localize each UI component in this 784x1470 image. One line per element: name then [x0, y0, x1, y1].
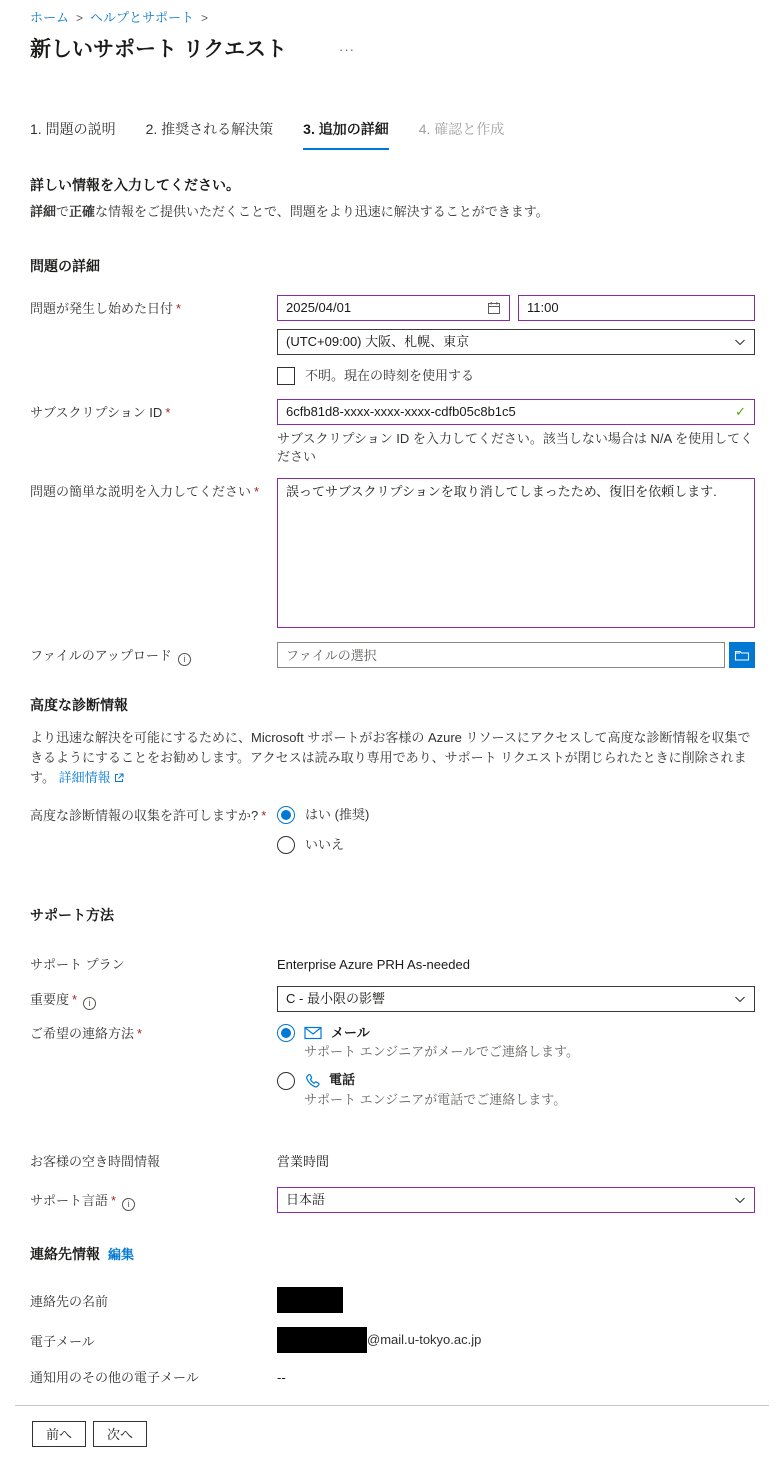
alt-email-value: --	[277, 1369, 286, 1385]
problem-details-heading: 問題の詳細	[30, 258, 100, 275]
problem-description-textarea[interactable]	[277, 478, 755, 628]
chevron-down-icon	[734, 336, 746, 348]
required-asterisk: *	[165, 404, 171, 420]
subscription-id-input[interactable]	[277, 399, 755, 425]
edit-contact-info-link[interactable]: 編集	[108, 1247, 135, 1263]
availability-label: お客様の空き時間情報	[30, 1153, 161, 1169]
info-icon[interactable]: i	[83, 997, 96, 1010]
calendar-icon[interactable]	[487, 301, 501, 315]
required-asterisk: *	[254, 484, 260, 500]
required-asterisk: *	[176, 300, 182, 316]
previous-button[interactable]: 前へ	[32, 1421, 86, 1447]
folder-icon	[734, 649, 750, 662]
use-current-time-label: 不明。現在の時刻を使用する	[305, 367, 475, 383]
timezone-dropdown[interactable]	[277, 329, 755, 355]
issue-start-date-input[interactable]	[277, 295, 510, 321]
breadcrumb-help-support-link[interactable]: ヘルプとサポート	[90, 9, 195, 25]
alt-email-label: 通知用のその他の電子メール	[30, 1369, 199, 1385]
intro-plain-text: な情報をご提供いただくことで、問題をより迅速に解決することができます。	[95, 204, 549, 220]
support-language-value: 日本語	[286, 1191, 326, 1207]
diagnostics-consent-radio-group	[277, 806, 755, 854]
support-plan-value: Enterprise Azure PRH As-needed	[277, 956, 470, 972]
intro-heading: 詳しい情報を入力してください。	[30, 176, 240, 193]
contact-email-title: メール	[331, 1025, 370, 1041]
radio-selected-icon[interactable]	[277, 1024, 295, 1042]
required-asterisk: *	[137, 1026, 143, 1042]
breadcrumb-separator-icon: >	[201, 10, 209, 25]
more-options-button[interactable]: ···	[339, 41, 355, 57]
radio-selected-icon[interactable]	[277, 806, 295, 824]
email-domain-text: @mail.u-tokyo.ac.jp	[367, 1331, 482, 1347]
file-upload-label: ファイルのアップロード i	[30, 642, 277, 666]
consent-yes-option[interactable]	[277, 806, 755, 824]
contact-method-radio-group	[277, 1024, 755, 1119]
tab-problem-description[interactable]: 1. 問題の説明	[30, 121, 116, 137]
problem-description-label: 問題の簡単な説明を入力してください *	[30, 484, 260, 500]
redacted-contact-name	[277, 1287, 343, 1313]
external-link-icon	[114, 773, 124, 783]
radio-unselected-icon[interactable]	[277, 1072, 295, 1090]
subscription-id-text[interactable]	[286, 401, 727, 423]
chevron-down-icon	[734, 1194, 746, 1206]
file-upload-input[interactable]	[277, 642, 725, 668]
issue-start-time-input[interactable]	[518, 295, 755, 321]
valid-check-icon: ✓	[735, 403, 746, 419]
contact-email-desc: サポート エンジニアがメールでご連絡します。	[304, 1044, 579, 1060]
time-input[interactable]	[527, 297, 746, 319]
page-title: 新しいサポート リクエスト	[30, 38, 287, 62]
tab-additional-details[interactable]: 3. 追加の詳細	[303, 120, 389, 150]
subscription-id-label: サブスクリプション ID *	[30, 404, 171, 420]
breadcrumb-home-link[interactable]: ホーム	[30, 9, 70, 25]
contact-method-label: ご希望の連絡方法 *	[30, 1026, 143, 1042]
consent-no-label: いいえ	[305, 837, 345, 853]
breadcrumb-separator-icon: >	[76, 10, 84, 25]
required-asterisk: *	[261, 807, 267, 823]
support-language-dropdown[interactable]	[277, 1187, 755, 1213]
email-label: 電子メール	[30, 1333, 95, 1349]
tab-recommended-solution[interactable]: 2. 推奨される解決策	[145, 121, 274, 137]
wizard-tabs	[30, 120, 755, 150]
required-asterisk: *	[72, 992, 78, 1008]
diagnostics-body	[30, 728, 755, 788]
wizard-footer	[32, 1421, 755, 1447]
consent-no-option[interactable]	[277, 836, 755, 854]
timezone-value: (UTC+09:00) 大阪、札幌、東京	[286, 333, 470, 349]
info-icon[interactable]: i	[122, 1198, 135, 1211]
radio-unselected-icon[interactable]	[277, 836, 295, 854]
support-method-heading: サポート方法	[30, 907, 114, 924]
file-name-text[interactable]	[286, 644, 716, 666]
severity-label: 重要度 * i	[30, 986, 277, 1010]
next-button[interactable]: 次へ	[93, 1421, 147, 1447]
browse-files-button[interactable]	[729, 642, 755, 668]
issue-start-date-label: 問題が発生し始めた日付 *	[30, 300, 182, 316]
required-asterisk: *	[111, 1193, 117, 1209]
tab-review-create: 4. 確認と作成	[418, 121, 505, 137]
severity-value: C - 最小限の影響	[286, 991, 385, 1006]
contact-phone-title: 電話	[329, 1072, 356, 1088]
mail-icon	[304, 1026, 322, 1040]
support-plan-label: サポート プラン	[30, 956, 125, 972]
breadcrumb	[30, 10, 755, 26]
subscription-id-hint: サブスクリプション ID を入力してください。該当しない場合は N/A を使用してください	[277, 430, 754, 465]
support-language-label: サポート言語 * i	[30, 1187, 277, 1211]
diagnostics-text: より迅速な解決を可能にするために、Microsoft サポートがお客様の Azure リソースにアクセスして高度な診断情報を収集できるようにすることをお勧めします。アクセスは読み取り専用であり、サポート リクエストが閉じられたときに削除されます。	[30, 729, 751, 785]
contact-info-heading: 連絡先情報	[30, 1246, 100, 1263]
chevron-down-icon	[734, 993, 746, 1005]
learn-more-link[interactable]: 詳細情報	[58, 769, 111, 785]
use-current-time-checkbox[interactable]	[277, 367, 295, 385]
intro-plain-text: で	[56, 204, 70, 220]
diagnostics-consent-label: 高度な診断情報の収集を許可しますか? *	[30, 807, 267, 823]
redacted-email-local-part	[277, 1327, 367, 1353]
contact-phone-desc: サポート エンジニアが電話でご連絡します。	[304, 1091, 567, 1107]
intro-body	[30, 203, 755, 221]
phone-icon	[304, 1073, 320, 1089]
intro-bold-word: 正確	[69, 204, 96, 220]
contact-name-label: 連絡先の名前	[30, 1293, 109, 1309]
date-input[interactable]	[286, 297, 487, 319]
info-icon[interactable]: i	[178, 653, 191, 666]
availability-value: 営業時間	[277, 1153, 330, 1169]
severity-dropdown[interactable]	[277, 986, 755, 1012]
contact-email-option[interactable]	[277, 1024, 755, 1061]
contact-phone-option[interactable]	[277, 1071, 755, 1108]
intro-bold-word: 詳細	[30, 204, 57, 220]
consent-yes-label: はい (推奨)	[305, 806, 370, 822]
diagnostics-heading: 高度な診断情報	[30, 697, 128, 714]
